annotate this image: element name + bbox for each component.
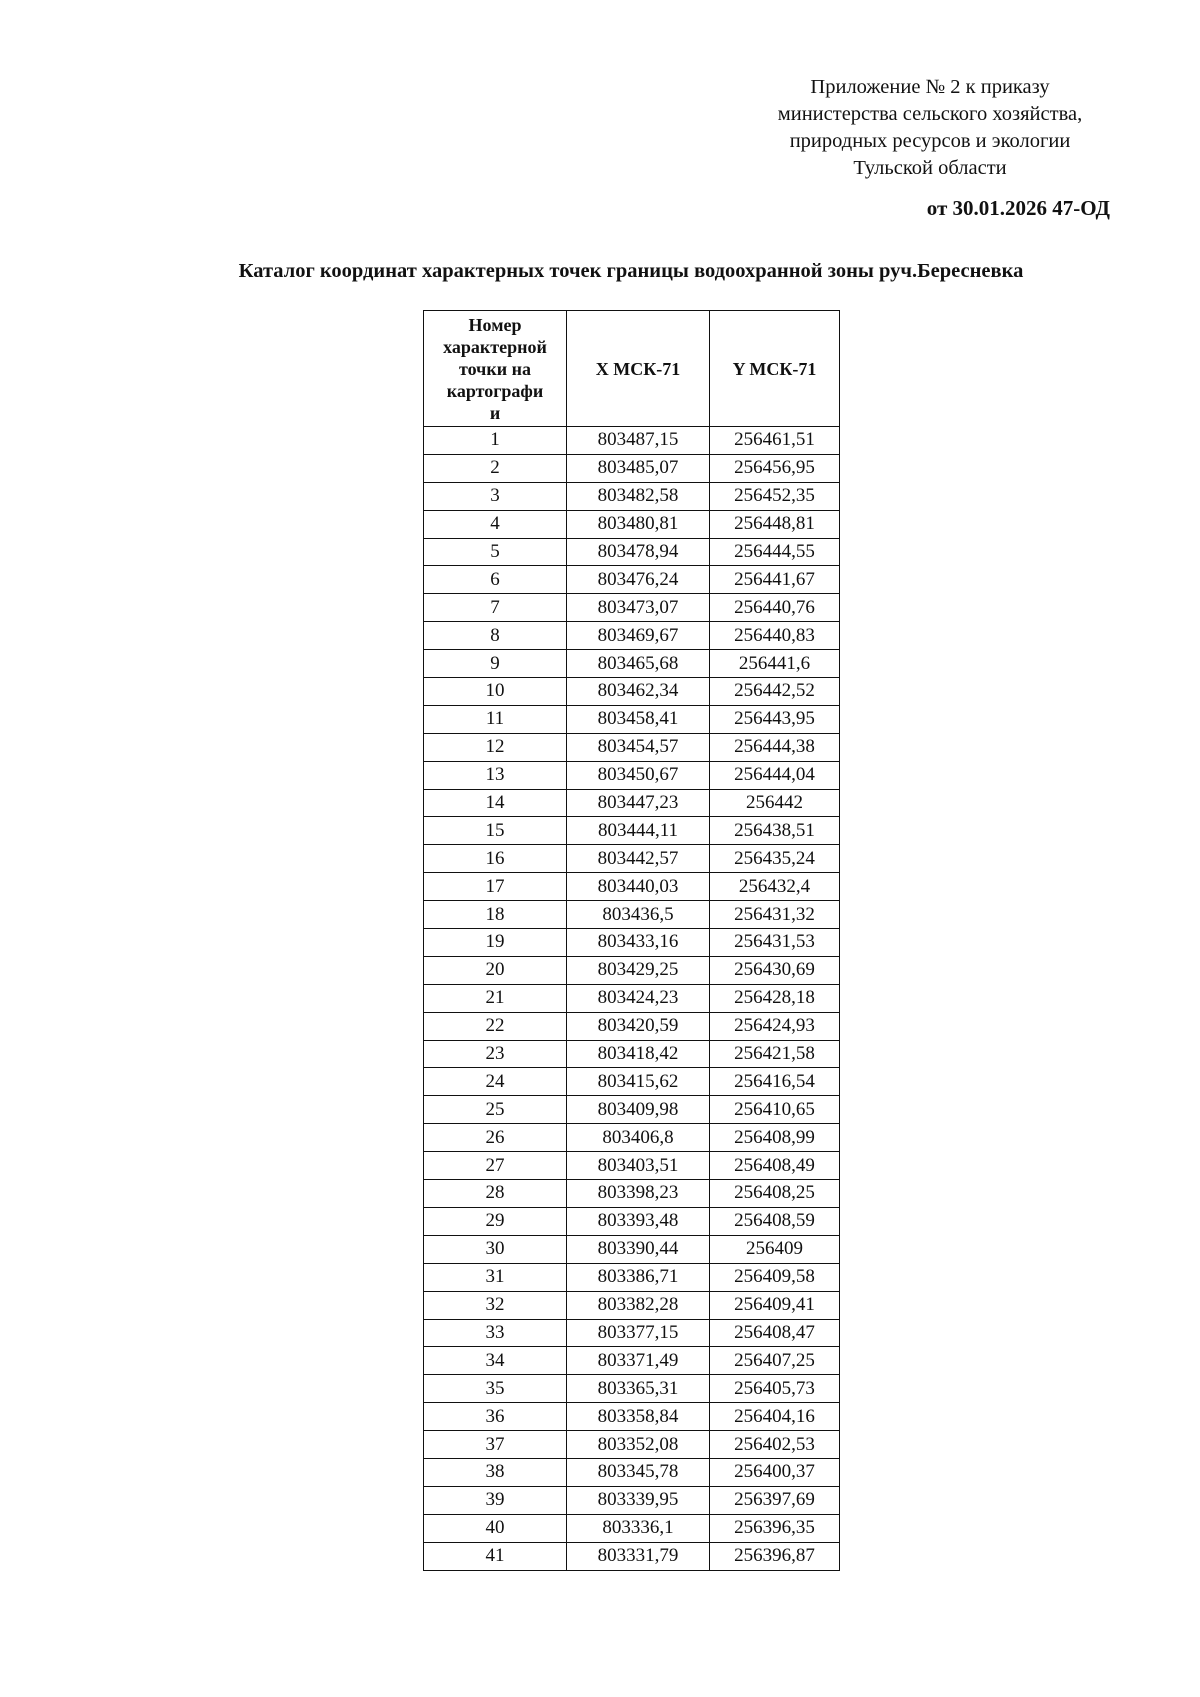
point-number-cell: 41 (424, 1542, 567, 1570)
y-coordinate-cell: 256407,25 (710, 1347, 840, 1375)
table-row (424, 1263, 840, 1291)
y-coordinate-cell: 256408,49 (710, 1152, 840, 1180)
y-coordinate-cell: 256416,54 (710, 1068, 840, 1096)
y-coordinate-cell: 256440,83 (710, 622, 840, 650)
x-coordinate-cell: 803478,94 (567, 538, 710, 566)
point-number-cell: 25 (424, 1096, 567, 1124)
point-number-cell: 4 (424, 510, 567, 538)
y-coordinate-cell: 256421,58 (710, 1040, 840, 1068)
y-coordinate-cell: 256431,53 (710, 929, 840, 957)
point-number-cell: 16 (424, 845, 567, 873)
y-coordinate-cell: 256408,25 (710, 1180, 840, 1208)
x-coordinate-cell: 803420,59 (567, 1012, 710, 1040)
point-number-cell: 38 (424, 1458, 567, 1486)
y-coordinate-cell: 256408,59 (710, 1207, 840, 1235)
point-number-cell: 10 (424, 678, 567, 706)
appendix-line: природных ресурсов и экологии (789, 130, 1071, 152)
x-coordinate-cell: 803365,31 (567, 1375, 710, 1403)
x-coordinate-cell: 803480,81 (567, 510, 710, 538)
point-number-cell: 40 (424, 1514, 567, 1542)
x-coordinate-cell: 803403,51 (567, 1152, 710, 1180)
x-coordinate-cell: 803415,62 (567, 1068, 710, 1096)
x-coordinate-cell: 803345,78 (567, 1458, 710, 1486)
table-row (424, 901, 840, 929)
table-row (424, 956, 840, 984)
y-coordinate-cell: 256408,47 (710, 1319, 840, 1347)
table-row (424, 454, 840, 482)
y-coordinate-header: Y МСК-71 (710, 311, 840, 427)
y-coordinate-cell: 256461,51 (710, 427, 840, 455)
point-number-header (424, 311, 567, 427)
table-row (424, 1347, 840, 1375)
point-number-cell: 3 (424, 482, 567, 510)
table-row (424, 538, 840, 566)
point-number-cell: 14 (424, 789, 567, 817)
y-coordinate-cell: 256397,69 (710, 1486, 840, 1514)
y-coordinate-cell: 256444,55 (710, 538, 840, 566)
table-row (424, 1375, 840, 1403)
table-row (424, 427, 840, 455)
y-coordinate-cell: 256400,37 (710, 1458, 840, 1486)
point-number-cell: 29 (424, 1207, 567, 1235)
point-number-cell: 24 (424, 1068, 567, 1096)
header-line: точки на (459, 358, 531, 379)
y-coordinate-cell: 256409,58 (710, 1263, 840, 1291)
x-coordinate-cell: 803386,71 (567, 1263, 710, 1291)
y-coordinate-cell: 256442 (710, 789, 840, 817)
x-coordinate-cell: 803482,58 (567, 482, 710, 510)
table-row (424, 761, 840, 789)
point-number-cell: 20 (424, 956, 567, 984)
x-coordinate-cell: 803447,23 (567, 789, 710, 817)
y-coordinate-cell: 256456,95 (710, 454, 840, 482)
y-coordinate-cell: 256409 (710, 1235, 840, 1263)
table-row (424, 789, 840, 817)
y-coordinate-cell: 256452,35 (710, 482, 840, 510)
table-row (424, 1291, 840, 1319)
table-row (424, 566, 840, 594)
table-row (424, 1096, 840, 1124)
table-row (424, 1514, 840, 1542)
appendix-header (690, 74, 1170, 182)
point-number-cell: 26 (424, 1124, 567, 1152)
x-coordinate-cell: 803440,03 (567, 873, 710, 901)
table-row (424, 1542, 840, 1570)
y-coordinate-cell: 256440,76 (710, 594, 840, 622)
point-number-cell: 28 (424, 1180, 567, 1208)
y-coordinate-cell: 256441,6 (710, 650, 840, 678)
appendix-line: Приложение № 2 к приказу (810, 76, 1050, 98)
table-row (424, 1152, 840, 1180)
x-coordinate-cell: 803398,23 (567, 1180, 710, 1208)
x-coordinate-cell: 803393,48 (567, 1207, 710, 1235)
y-coordinate-cell: 256396,35 (710, 1514, 840, 1542)
y-coordinate-cell: 256435,24 (710, 845, 840, 873)
x-coordinate-cell: 803382,28 (567, 1291, 710, 1319)
point-number-cell: 32 (424, 1291, 567, 1319)
y-coordinate-cell: 256442,52 (710, 678, 840, 706)
y-coordinate-cell: 256402,53 (710, 1431, 840, 1459)
y-coordinate-cell: 256432,4 (710, 873, 840, 901)
point-number-cell: 39 (424, 1486, 567, 1514)
table-row (424, 1319, 840, 1347)
table-row (424, 1431, 840, 1459)
y-coordinate-cell: 256405,73 (710, 1375, 840, 1403)
point-number-cell: 11 (424, 705, 567, 733)
coordinates-table (423, 310, 840, 1571)
x-coordinate-cell: 803458,41 (567, 705, 710, 733)
x-coordinate-header: X МСК-71 (567, 311, 710, 427)
x-coordinate-cell: 803406,8 (567, 1124, 710, 1152)
point-number-cell: 31 (424, 1263, 567, 1291)
point-number-cell: 33 (424, 1319, 567, 1347)
table-row (424, 929, 840, 957)
x-coordinate-cell: 803433,16 (567, 929, 710, 957)
table-row (424, 984, 840, 1012)
x-coordinate-cell: 803377,15 (567, 1319, 710, 1347)
point-number-cell: 12 (424, 733, 567, 761)
point-number-cell: 9 (424, 650, 567, 678)
x-coordinate-cell: 803462,34 (567, 678, 710, 706)
table-row (424, 705, 840, 733)
x-coordinate-cell: 803436,5 (567, 901, 710, 929)
y-coordinate-cell: 256444,38 (710, 733, 840, 761)
table-row (424, 733, 840, 761)
x-coordinate-cell: 803390,44 (567, 1235, 710, 1263)
table-row (424, 1124, 840, 1152)
table-row (424, 1235, 840, 1263)
point-number-cell: 23 (424, 1040, 567, 1068)
x-coordinate-cell: 803418,42 (567, 1040, 710, 1068)
x-coordinate-cell: 803371,49 (567, 1347, 710, 1375)
y-coordinate-cell: 256410,65 (710, 1096, 840, 1124)
x-coordinate-cell: 803444,11 (567, 817, 710, 845)
x-coordinate-cell: 803352,08 (567, 1431, 710, 1459)
point-number-cell: 5 (424, 538, 567, 566)
point-number-cell: 19 (424, 929, 567, 957)
x-coordinate-cell: 803450,67 (567, 761, 710, 789)
table-body (424, 427, 840, 1571)
table-row (424, 510, 840, 538)
y-coordinate-cell: 256444,04 (710, 761, 840, 789)
point-number-cell: 21 (424, 984, 567, 1012)
x-coordinate-cell: 803409,98 (567, 1096, 710, 1124)
y-coordinate-cell: 256441,67 (710, 566, 840, 594)
header-line: картографи (446, 380, 544, 401)
table-row (424, 622, 840, 650)
table-row (424, 482, 840, 510)
order-date: от 30.01.2026 47-ОД (926, 196, 1110, 220)
point-number-cell: 22 (424, 1012, 567, 1040)
header-line: характерной (443, 336, 547, 357)
table-row (424, 1458, 840, 1486)
y-coordinate-cell: 256438,51 (710, 817, 840, 845)
point-number-cell: 15 (424, 817, 567, 845)
x-coordinate-cell: 803476,24 (567, 566, 710, 594)
point-number-cell: 8 (424, 622, 567, 650)
x-coordinate-cell: 803469,67 (567, 622, 710, 650)
point-number-cell: 1 (424, 427, 567, 455)
point-number-cell: 35 (424, 1375, 567, 1403)
table-row (424, 1068, 840, 1096)
point-number-cell: 6 (424, 566, 567, 594)
table-row (424, 1207, 840, 1235)
page-title: Каталог координат характерных точек границы водоохранной зоны руч.Бересневка (238, 260, 1024, 282)
x-coordinate-cell: 803454,57 (567, 733, 710, 761)
x-coordinate-cell: 803358,84 (567, 1403, 710, 1431)
table-row (424, 594, 840, 622)
header-line: Номер (468, 314, 522, 335)
table-row (424, 1040, 840, 1068)
table-row (424, 678, 840, 706)
table-row (424, 1180, 840, 1208)
x-coordinate-cell: 803442,57 (567, 845, 710, 873)
table-row (424, 873, 840, 901)
y-coordinate-cell: 256424,93 (710, 1012, 840, 1040)
appendix-line: министерства сельского хозяйства, (777, 103, 1083, 125)
y-coordinate-cell: 256396,87 (710, 1542, 840, 1570)
table-row (424, 1012, 840, 1040)
point-number-cell: 7 (424, 594, 567, 622)
x-coordinate-cell: 803331,79 (567, 1542, 710, 1570)
table-row (424, 845, 840, 873)
x-coordinate-cell: 803339,95 (567, 1486, 710, 1514)
point-number-cell: 17 (424, 873, 567, 901)
point-number-cell: 13 (424, 761, 567, 789)
point-number-cell: 30 (424, 1235, 567, 1263)
point-number-cell: 36 (424, 1403, 567, 1431)
y-coordinate-cell: 256430,69 (710, 956, 840, 984)
header-line: и (489, 402, 501, 423)
point-number-cell: 27 (424, 1152, 567, 1180)
point-number-cell: 37 (424, 1431, 567, 1459)
table-row (424, 1403, 840, 1431)
x-coordinate-cell: 803473,07 (567, 594, 710, 622)
x-coordinate-cell: 803487,15 (567, 427, 710, 455)
point-number-cell: 2 (424, 454, 567, 482)
y-coordinate-cell: 256428,18 (710, 984, 840, 1012)
point-number-cell: 34 (424, 1347, 567, 1375)
x-coordinate-cell: 803429,25 (567, 956, 710, 984)
table-row (424, 817, 840, 845)
y-coordinate-cell: 256443,95 (710, 705, 840, 733)
y-coordinate-cell: 256431,32 (710, 901, 840, 929)
x-coordinate-cell: 803465,68 (567, 650, 710, 678)
x-coordinate-cell: 803336,1 (567, 1514, 710, 1542)
table-header-row (424, 311, 840, 427)
y-coordinate-cell: 256409,41 (710, 1291, 840, 1319)
y-coordinate-cell: 256448,81 (710, 510, 840, 538)
appendix-line: Тульской области (853, 157, 1007, 179)
x-coordinate-cell: 803424,23 (567, 984, 710, 1012)
y-coordinate-cell: 256404,16 (710, 1403, 840, 1431)
table-row (424, 1486, 840, 1514)
x-coordinate-cell: 803485,07 (567, 454, 710, 482)
table-row (424, 650, 840, 678)
point-number-cell: 18 (424, 901, 567, 929)
y-coordinate-cell: 256408,99 (710, 1124, 840, 1152)
